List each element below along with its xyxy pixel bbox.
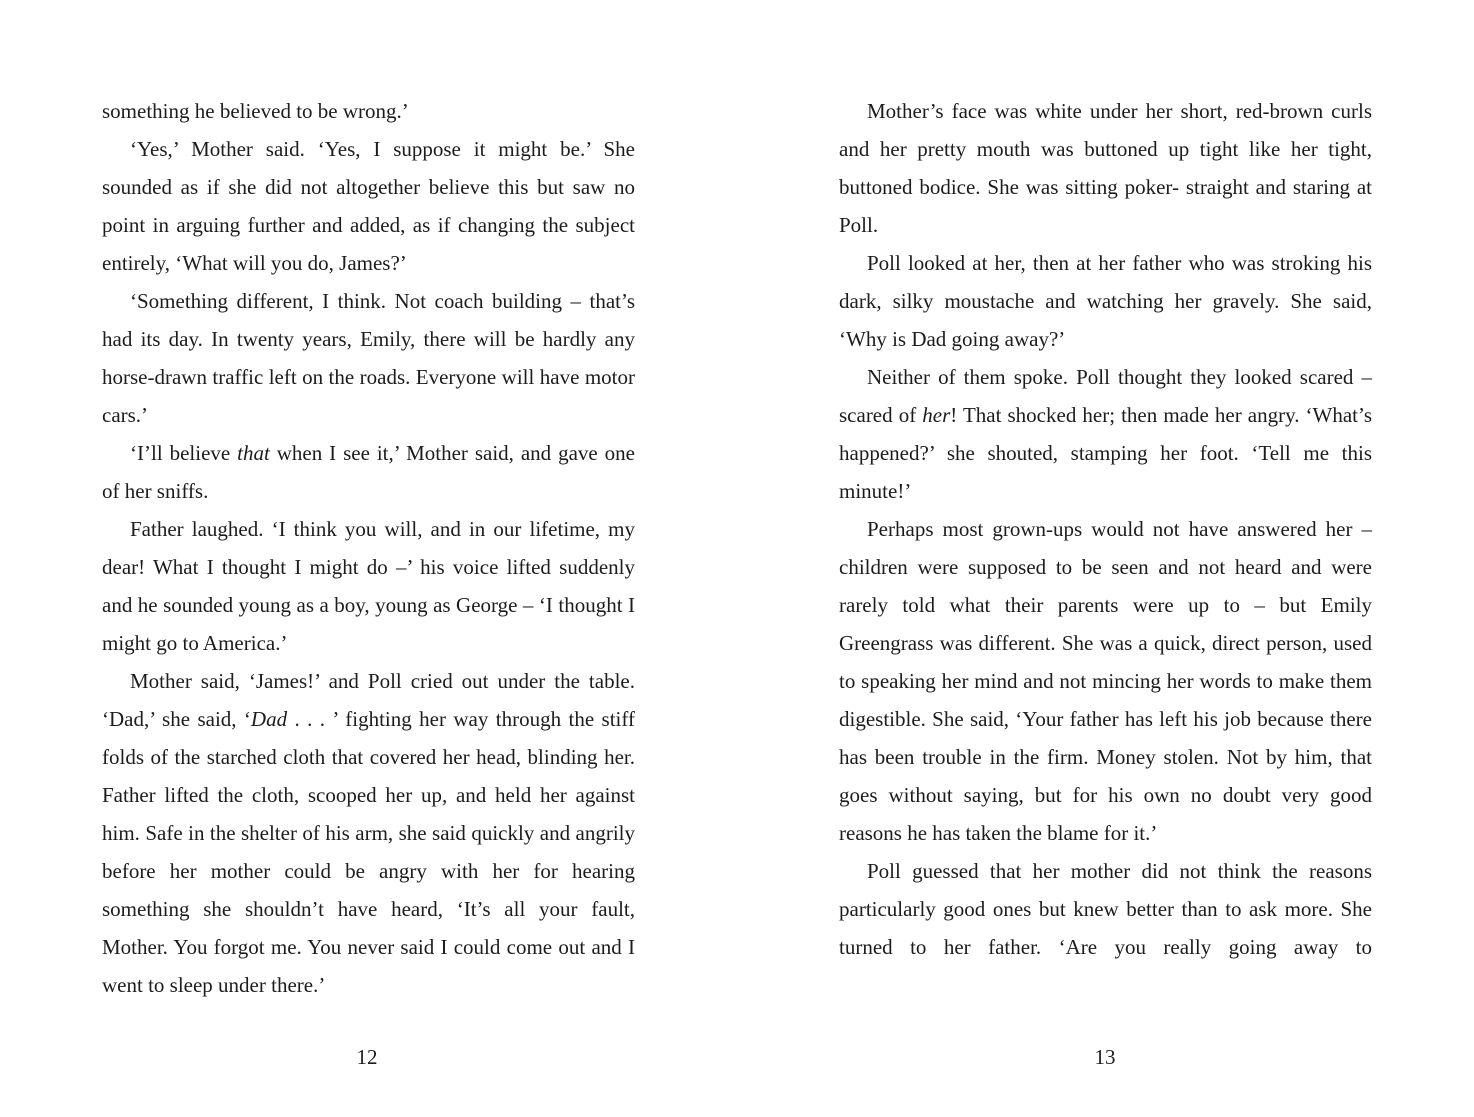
- paragraph-text: . . . ’ fighting her way through the stiff folds of the starched cloth that covered her head, blinding her. Father lifted the cloth, scooped her up, and held her against him. Safe in the shelter of his arm, she said quickly and angrily before her mother could be angry with her for hearing something she shouldn’t have heard, ‘It’s all your fault, Mother. You forgot me. You never said I could come out and I went to sleep under there.’: [102, 707, 635, 997]
- paragraph-text: Perhaps most grown-ups would not have answered her – children were supposed to be seen and not heard and were rarely told what their parents were up to – but Emily Greengrass was different. She was a quick, direct person, used to speaking her mind and not mincing her words to make them digestible. She said, ‘Your father has left his job because there has been trouble in the firm. Money stolen. Not by him, that goes without saying, but for his own no doubt very good reasons he has taken the blame for it.’: [839, 517, 1372, 845]
- italic-emphasis: that: [237, 441, 270, 465]
- paragraph: [102, 434, 635, 510]
- paragraph-text: ‘Something different, I think. Not coach building – that’s had its day. In twenty years, Emily, there will be hardly any horse-drawn traffic left on the roads. Everyone will have motor cars.’: [102, 289, 635, 427]
- left-page-text: [102, 92, 635, 1004]
- page-number: 13: [1094, 1045, 1116, 1069]
- paragraph-text: Neither of them spoke. Poll thought they looked scared – scared of: [839, 365, 1372, 427]
- italic-emphasis: Dad: [250, 707, 288, 731]
- paragraph-text: Poll guessed that her mother did not think the reasons particularly good ones but knew better than to ask more. She turned to her father. ‘Are you really going away to: [839, 859, 1372, 959]
- paragraph-text: Mother said, ‘James!’ and Poll cried out under the table. ‘Dad,’ she said, ‘: [102, 669, 635, 731]
- italic-emphasis: her: [922, 403, 951, 427]
- paragraph: [102, 510, 635, 662]
- paragraph-text: when I see it,’ Mother said, and gave one of her sniffs.: [102, 441, 635, 503]
- paragraph: [839, 852, 1372, 966]
- paragraph-text: Mother’s face was white under her short, red-brown curls and her pretty mouth was buttoned up tight like her tight, buttoned bodice. She was sitting poker- straight and staring at Poll.: [839, 99, 1372, 237]
- paragraph: [839, 92, 1372, 244]
- paragraph: [102, 92, 635, 130]
- paragraph: [839, 244, 1372, 358]
- paragraph: [102, 130, 635, 282]
- page-number: 12: [356, 1045, 378, 1069]
- paragraph: [102, 282, 635, 434]
- paragraph-text: something he believed to be wrong.’: [102, 99, 409, 123]
- paragraph-text: ! That shocked her; then made her angry. ‘What’s happened?’ she shouted, stamping her foot. ‘Tell me this minute!’: [839, 403, 1372, 503]
- paragraph: [839, 510, 1372, 852]
- right-page-text: [839, 92, 1372, 966]
- paragraph: [839, 358, 1372, 510]
- paragraph-text: ‘I’ll believe: [130, 441, 238, 465]
- paragraph-text: ‘Yes,’ Mother said. ‘Yes, I suppose it might be.’ She sounded as if she did not altogether believe this but saw no point in arguing further and added, as if changing the subject entirely, ‘What will you do, James?’: [102, 137, 635, 275]
- paragraph: [102, 662, 635, 1004]
- paragraph-text: Father laughed. ‘I think you will, and in our lifetime, my dear! What I thought I might do –’ his voice lifted suddenly and he sounded young as a boy, young as George – ‘I thought I might go to America.’: [102, 517, 635, 655]
- paragraph-text: Poll looked at her, then at her father who was stroking his dark, silky moustache and watching her gravely. She said, ‘Why is Dad going away?’: [839, 251, 1372, 351]
